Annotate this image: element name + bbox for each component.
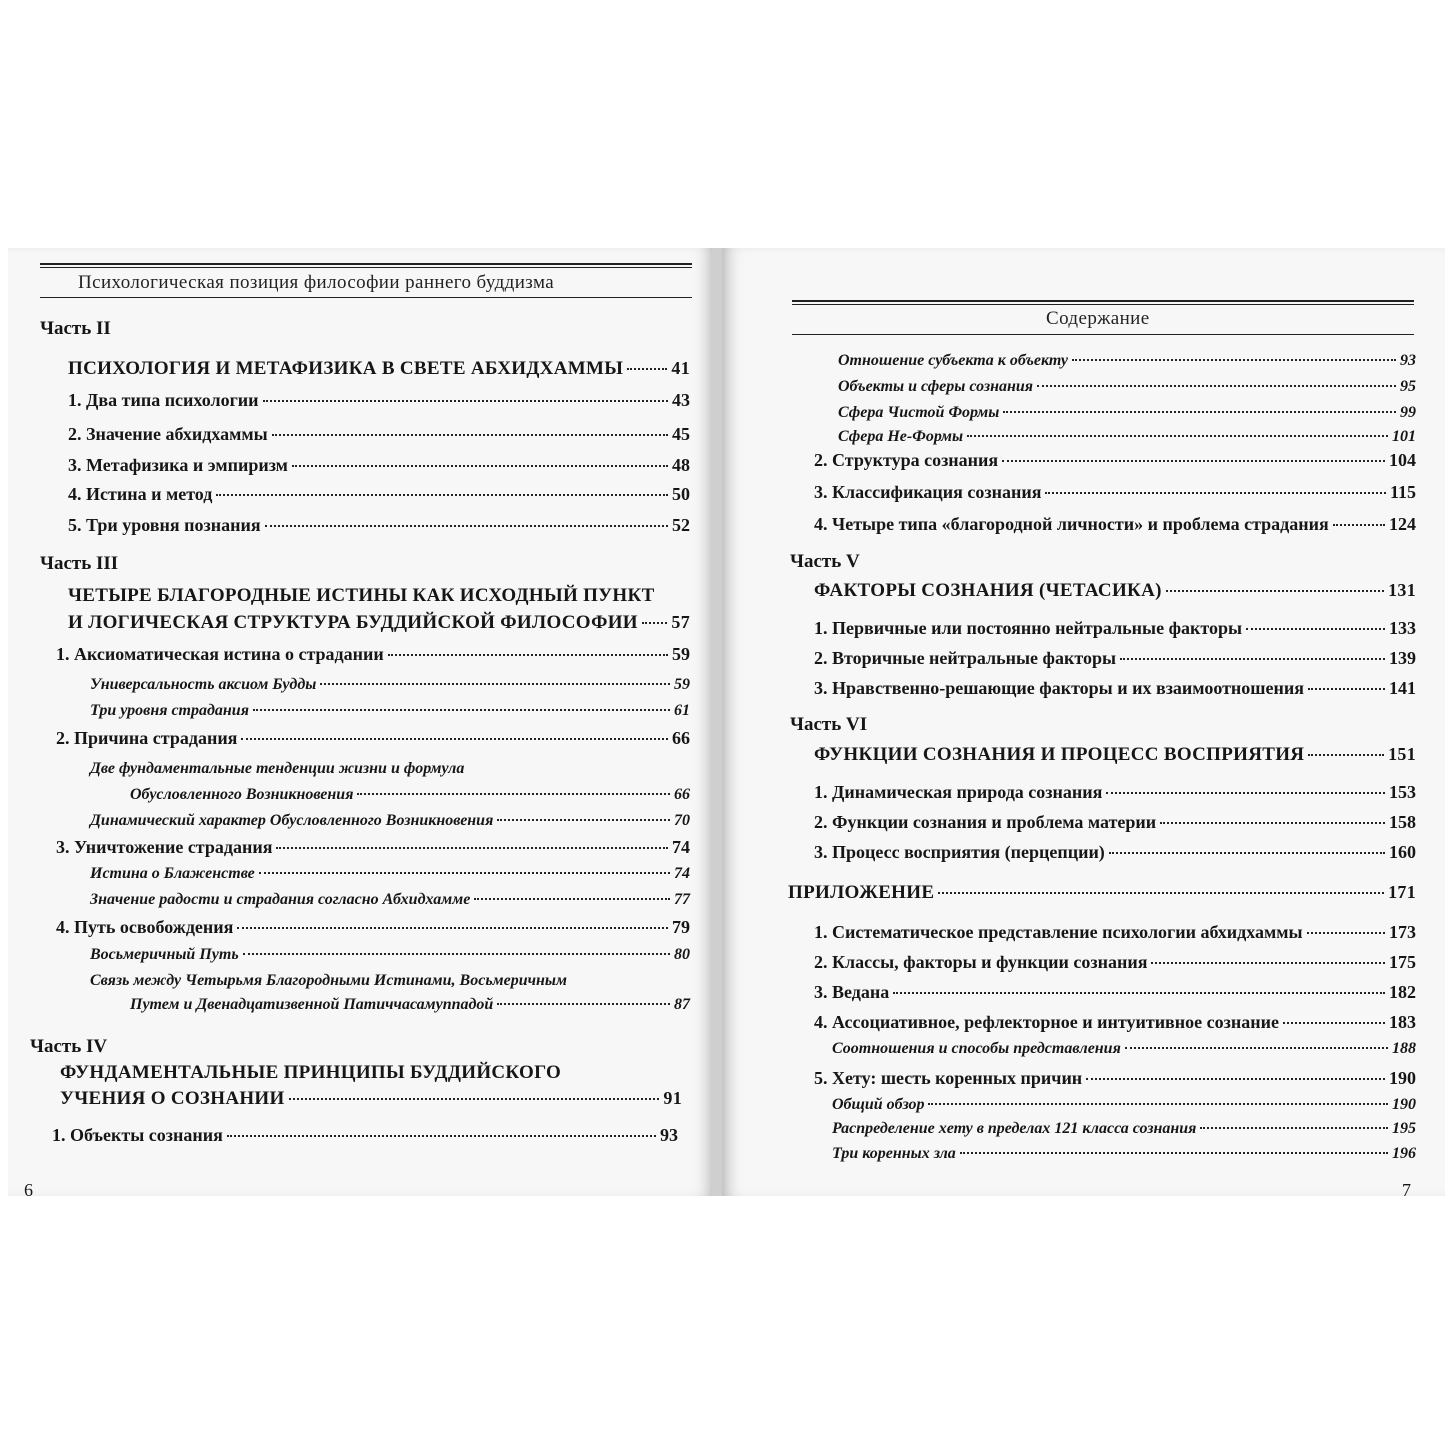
toc-section[interactable] <box>814 1068 1416 1089</box>
toc-section-text: 2. Причина страдания <box>56 728 238 748</box>
toc-subsection[interactable] <box>90 865 690 883</box>
page-number: 7 <box>1402 1180 1411 1196</box>
toc-page-number: 66 <box>674 786 690 803</box>
toc-section-text: 3. Процесс восприятия (перцепции) <box>814 842 1105 862</box>
toc-subsection[interactable] <box>832 1040 1416 1058</box>
toc-page-number: 183 <box>1389 1012 1416 1032</box>
toc-subsection[interactable] <box>130 996 690 1014</box>
toc-section-text: 4. Путь освобождения <box>56 917 234 937</box>
toc-section-text: 1. Два типа психологии <box>68 390 259 410</box>
toc-subsection-text: Распределение хету в пределах 121 класса сознания <box>832 1120 1197 1137</box>
toc-page-number: 87 <box>674 996 690 1013</box>
dot-leader <box>243 953 670 955</box>
toc-page-number: 160 <box>1389 842 1416 862</box>
part-label: Часть VI <box>790 714 868 735</box>
header-rule <box>792 334 1414 335</box>
toc-section-text: 2. Значение абхидхаммы <box>68 424 268 444</box>
toc-page-number: 59 <box>672 644 690 664</box>
toc-title-text: ФУНКЦИИ СОЗНАНИЯ И ПРОЦЕСС ВОСПРИЯТИЯ <box>814 744 1305 765</box>
dot-leader <box>320 683 670 685</box>
toc-page-number: 50 <box>672 484 690 504</box>
dot-leader <box>1160 822 1385 824</box>
toc-subsection[interactable] <box>90 676 690 694</box>
part-label: Часть II <box>40 318 111 339</box>
toc-page-number: 48 <box>672 455 690 475</box>
toc-section-text: 3. Уничтожение страдания <box>56 837 273 857</box>
dot-leader <box>241 738 668 740</box>
toc-section[interactable] <box>814 1012 1416 1033</box>
toc-subsection[interactable] <box>838 428 1416 446</box>
toc-section[interactable] <box>814 450 1416 471</box>
dot-leader <box>1003 411 1396 413</box>
toc-part-title[interactable] <box>60 1088 682 1110</box>
toc-subsection[interactable] <box>838 352 1416 370</box>
toc-page-number: 195 <box>1392 1120 1416 1137</box>
toc-page-number: 57 <box>671 612 690 632</box>
toc-page-number: 171 <box>1388 882 1416 902</box>
dot-leader <box>259 872 670 874</box>
toc-section[interactable] <box>56 644 690 665</box>
toc-section-text: 3. Классификация сознания <box>814 482 1042 502</box>
toc-section[interactable] <box>68 515 690 536</box>
toc-page-number: 70 <box>674 812 690 829</box>
toc-subsection-text: Отношение субъекта к объекту <box>838 352 1069 369</box>
toc-page-number: 182 <box>1389 982 1416 1002</box>
dot-leader <box>253 709 670 711</box>
toc-subsection-line: Связь между Четырьмя Благородными Истинами, Восьмеричным <box>90 972 567 989</box>
dot-leader <box>1120 658 1385 660</box>
toc-subsection-text: Значение радости и страдания согласно Абхидхамме <box>90 891 471 908</box>
toc-subsection[interactable] <box>90 702 690 720</box>
toc-subsection[interactable] <box>832 1096 1416 1114</box>
dot-leader <box>292 465 668 467</box>
part-label: Часть V <box>790 551 860 572</box>
running-head: Психологическая позиция философии раннего буддизма <box>78 272 555 293</box>
dot-leader <box>1037 385 1396 387</box>
dot-leader <box>497 819 670 821</box>
toc-section-text: 4. Четыре типа «благородной личности» и проблема страдания <box>814 514 1329 534</box>
toc-page-number: 104 <box>1389 450 1416 470</box>
toc-subsection-text: Сфера Не-Формы <box>838 428 964 445</box>
toc-subsection[interactable] <box>838 404 1416 422</box>
toc-page-number: 41 <box>671 358 690 378</box>
toc-section-text: 4. Ассоциативное, рефлекторное и интуитивное сознание <box>814 1012 1279 1032</box>
toc-section[interactable] <box>68 424 690 445</box>
dot-leader <box>265 525 668 527</box>
toc-title-text: ПСИХОЛОГИЯ И МЕТАФИЗИКА В СВЕТЕ АБХИДХАММЫ <box>68 358 624 379</box>
toc-page-number: 175 <box>1389 952 1416 972</box>
toc-part-title[interactable] <box>68 358 690 380</box>
toc-subsection-text: Сфера Чистой Формы <box>838 404 1000 421</box>
toc-subsection-text: Универсальность аксиом Будды <box>90 676 317 693</box>
dot-leader <box>893 992 1385 994</box>
dot-leader <box>474 898 670 900</box>
toc-page-number: 61 <box>674 702 690 719</box>
dot-leader <box>1106 792 1385 794</box>
toc-page-number: 91 <box>663 1088 682 1108</box>
toc-page-number: 59 <box>674 676 690 693</box>
dot-leader <box>1072 359 1396 361</box>
dot-leader <box>627 368 667 370</box>
dot-leader <box>289 1098 660 1100</box>
toc-section-text: 3. Ведана <box>814 982 890 1002</box>
toc-part-title-line: ЧЕТЫРЕ БЛАГОРОДНЫЕ ИСТИНЫ КАК ИСХОДНЫЙ ПУНКТ <box>68 585 655 606</box>
part-label: Часть IV <box>30 1036 108 1057</box>
toc-subsection[interactable] <box>90 946 690 964</box>
dot-leader <box>642 622 668 624</box>
dot-leader <box>928 1103 1388 1105</box>
toc-part-title[interactable] <box>814 744 1416 766</box>
dot-leader <box>1283 1022 1385 1024</box>
dot-leader <box>357 793 670 795</box>
toc-page-number: 45 <box>672 424 690 444</box>
toc-section[interactable] <box>56 837 690 858</box>
toc-part-title[interactable] <box>788 882 1416 904</box>
dot-leader <box>1246 628 1385 630</box>
toc-subsection-text: Общий обзор <box>832 1096 925 1113</box>
toc-section-text: 1. Динамическая природа сознания <box>814 782 1103 802</box>
dot-leader <box>938 892 1384 894</box>
toc-section[interactable] <box>814 812 1416 833</box>
toc-part-title[interactable] <box>814 580 1416 602</box>
toc-title-text: ПРИЛОЖЕНИЕ <box>788 882 935 903</box>
toc-page-number: 77 <box>674 891 690 908</box>
dot-leader <box>276 847 668 849</box>
toc-page-number: 52 <box>672 515 690 535</box>
toc-page-number: 158 <box>1389 812 1416 832</box>
toc-section-text: 4. Истина и метод <box>68 484 213 504</box>
dot-leader <box>1086 1078 1385 1080</box>
toc-page-number: 101 <box>1392 428 1416 445</box>
dot-leader <box>1333 524 1385 526</box>
dot-leader <box>1308 688 1385 690</box>
header-rule <box>792 304 1414 305</box>
toc-section[interactable] <box>814 842 1416 863</box>
toc-section[interactable] <box>68 484 690 505</box>
toc-page-number: 99 <box>1400 404 1416 421</box>
toc-section-text: 5. Хету: шесть коренных причин <box>814 1068 1083 1088</box>
dot-leader <box>1151 962 1385 964</box>
toc-section-text: 3. Метафизика и эмпиризм <box>68 455 288 475</box>
toc-page-number: 196 <box>1392 1145 1416 1162</box>
toc-subsection-text: Соотношения и способы представления <box>832 1040 1121 1057</box>
toc-section-text: 3. Нравственно-решающие факторы и их взаимоотношения <box>814 678 1304 698</box>
toc-subsection-text: Обусловленного Возникновения <box>130 786 354 803</box>
dot-leader <box>1308 754 1384 756</box>
dot-leader <box>1200 1127 1388 1129</box>
toc-subsection[interactable] <box>90 812 690 830</box>
toc-title-text: ФАКТОРЫ СОЗНАНИЯ (ЧЕТАСИКА) <box>814 580 1162 601</box>
toc-section-text: 2. Классы, факторы и функции сознания <box>814 952 1148 972</box>
toc-title-text: И ЛОГИЧЕСКАЯ СТРУКТУРА БУДДИЙСКОЙ ФИЛОСОФИИ <box>68 612 638 633</box>
toc-page-number: 141 <box>1389 678 1416 698</box>
dot-leader <box>1125 1047 1388 1049</box>
header-rule <box>40 297 692 298</box>
toc-page-number: 190 <box>1389 1068 1416 1088</box>
toc-section[interactable] <box>814 782 1416 803</box>
dot-leader <box>497 1003 670 1005</box>
dot-leader <box>1045 492 1386 494</box>
toc-subsection-line: Две фундаментальные тенденции жизни и формула <box>90 760 465 777</box>
dot-leader <box>272 434 668 436</box>
toc-page-number: 151 <box>1388 744 1416 764</box>
dot-leader <box>263 400 668 402</box>
toc-page-number: 133 <box>1389 618 1416 638</box>
toc-page-number: 131 <box>1388 580 1416 600</box>
toc-section[interactable] <box>814 982 1416 1003</box>
toc-page-number: 153 <box>1389 782 1416 802</box>
toc-subsection[interactable] <box>130 786 690 804</box>
toc-section-text: 5. Три уровня познания <box>68 515 261 535</box>
toc-section[interactable] <box>814 952 1416 973</box>
dot-leader <box>1307 932 1385 934</box>
dot-leader <box>1109 852 1385 854</box>
part-label: Часть III <box>40 553 119 574</box>
toc-page-number: 124 <box>1389 514 1416 534</box>
toc-section-text: 1. Систематическое представление психологии абхидхаммы <box>814 922 1303 942</box>
toc-section-text: 2. Функции сознания и проблема материи <box>814 812 1157 832</box>
toc-page-number: 139 <box>1389 648 1416 668</box>
toc-page-number: 173 <box>1389 922 1416 942</box>
dot-leader <box>388 654 668 656</box>
toc-section[interactable] <box>56 728 690 749</box>
toc-subsection[interactable] <box>838 378 1416 396</box>
toc-section[interactable] <box>68 455 690 476</box>
running-head: Содержание <box>1046 308 1150 329</box>
toc-page-number: 188 <box>1392 1040 1416 1057</box>
toc-section-text: 1. Объекты сознания <box>52 1125 223 1145</box>
toc-section-text: 1. Аксиоматическая истина о страдании <box>56 644 384 664</box>
toc-subsection-text: Путем и Двенадцатизвенной Патиччасамуппадой <box>130 996 494 1013</box>
toc-subsection[interactable] <box>832 1145 1416 1163</box>
toc-page-number: 95 <box>1400 378 1416 395</box>
toc-section-text: 2. Структура сознания <box>814 450 999 470</box>
toc-subsection-text: Три коренных зла <box>832 1145 956 1162</box>
toc-section[interactable] <box>56 917 690 938</box>
toc-subsection-text: Динамический характер Обусловленного Возникновения <box>90 812 494 829</box>
toc-section-text: 1. Первичные или постоянно нейтральные факторы <box>814 618 1243 638</box>
toc-subsection[interactable] <box>832 1120 1416 1138</box>
toc-section[interactable] <box>814 514 1416 535</box>
toc-subsection[interactable] <box>90 891 690 909</box>
toc-section[interactable] <box>814 922 1416 943</box>
right-page <box>722 248 1445 1196</box>
toc-page-number: 74 <box>672 837 690 857</box>
toc-section[interactable] <box>814 678 1416 699</box>
dot-leader <box>1002 460 1385 462</box>
toc-section[interactable] <box>68 390 690 411</box>
toc-page-number: 74 <box>674 865 690 882</box>
header-rule <box>40 267 692 268</box>
toc-subsection-text: Истина о Блаженстве <box>90 865 255 882</box>
toc-part-title-line: ФУНДАМЕНТАЛЬНЫЕ ПРИНЦИПЫ БУДДИЙСКОГО <box>60 1062 562 1083</box>
toc-subsection-text: Три уровня страдания <box>90 702 249 719</box>
header-rule <box>792 300 1414 302</box>
toc-section[interactable] <box>814 648 1416 669</box>
toc-part-title[interactable] <box>68 612 690 634</box>
toc-page-number: 43 <box>672 390 690 410</box>
toc-page-number: 66 <box>672 728 690 748</box>
dot-leader <box>1166 590 1384 592</box>
toc-page-number: 80 <box>674 946 690 963</box>
dot-leader <box>227 1135 656 1137</box>
toc-page-number: 190 <box>1392 1096 1416 1113</box>
toc-page-number: 93 <box>1400 352 1416 369</box>
dot-leader <box>960 1152 1388 1154</box>
dot-leader <box>237 927 668 929</box>
toc-subsection-text: Объекты и сферы сознания <box>838 378 1034 395</box>
toc-title-text: УЧЕНИЯ О СОЗНАНИИ <box>60 1088 285 1109</box>
toc-page-number: 93 <box>660 1125 678 1145</box>
toc-section[interactable] <box>52 1125 678 1146</box>
left-page <box>8 248 714 1196</box>
toc-section-text: 2. Вторичные нейтральные факторы <box>814 648 1117 668</box>
toc-subsection-text: Восьмеричный Путь <box>90 946 239 963</box>
toc-page-number: 115 <box>1389 482 1416 502</box>
dot-leader <box>967 435 1388 437</box>
dot-leader <box>216 494 668 496</box>
toc-section[interactable] <box>814 482 1416 503</box>
page-number: 6 <box>24 1180 33 1196</box>
header-rule <box>40 263 692 265</box>
toc-page-number: 79 <box>672 917 690 937</box>
toc-section[interactable] <box>814 618 1416 639</box>
